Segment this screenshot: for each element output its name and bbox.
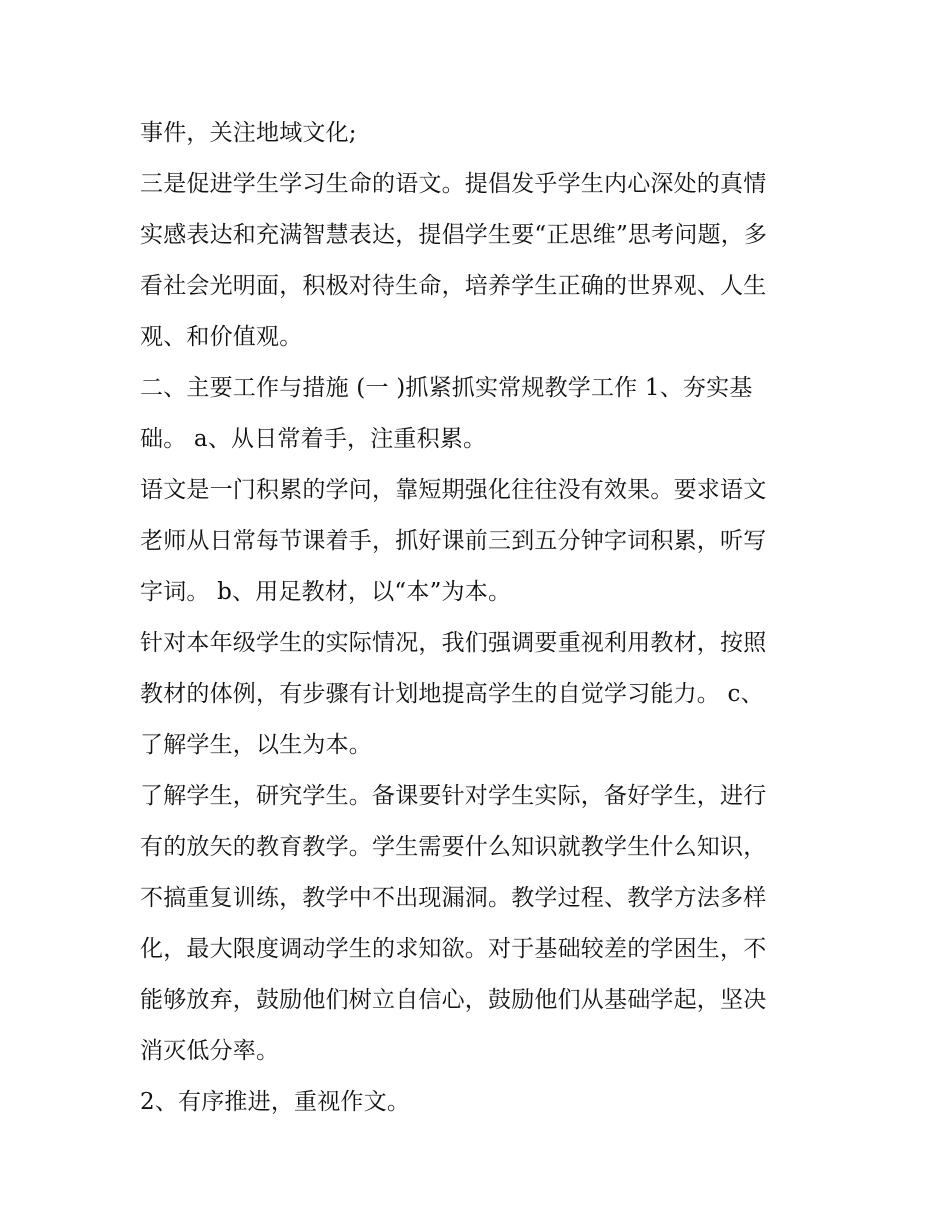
- text-line: 老师从日常每节课着手，抓好课前三到五分钟字词积累，听写: [140, 528, 767, 554]
- text-line: 2、有序推进，重视作文。: [140, 1089, 411, 1115]
- text-line: 教材的体例，有步骤有计划地提高学生的自觉学习能力。 c、: [140, 681, 764, 707]
- text-line: 消灭低分率。: [140, 1038, 280, 1064]
- text-line: 了解学生，以生为本。: [140, 732, 372, 758]
- text-line: 看社会光明面，积极对待生命，培养学生正确的世界观、人生: [140, 273, 767, 299]
- text-line: 了解学生，研究学生。备课要针对学生实际，备好学生，进行: [140, 783, 767, 809]
- document-body: [140, 108, 820, 1128]
- text-line: 二、主要工作与措施 (一 )抓紧抓实常规教学工作 1、夯实基: [140, 375, 753, 401]
- text-line: 三是促进学生学习生命的语文。提倡发乎学生内心深处的真情: [140, 171, 767, 197]
- text-line: 能够放弃，鼓励他们树立自信心，鼓励他们从基础学起，坚决: [140, 987, 767, 1013]
- text-line: 不搞重复训练，教学中不出现漏洞。教学过程、教学方法多样: [140, 885, 767, 911]
- text-line: 有的放矢的教育教学。学生需要什么知识就教学生什么知识，: [140, 834, 767, 860]
- text-line: 针对本年级学生的实际情况，我们强调要重视利用教材，按照: [140, 630, 767, 656]
- text-line: 字词。 b、用足教材，以“本”为本。: [140, 579, 512, 605]
- text-line: 实感表达和充满智慧表达，提倡学生要“正思维”思考问题，多: [140, 222, 768, 248]
- text-line: 事件，关注地域文化;: [140, 120, 357, 146]
- text-line: 观、和价值观。: [140, 324, 303, 350]
- text-line: 化，最大限度调动学生的求知欲。对于基础较差的学困生，不: [140, 936, 767, 962]
- text-line: 础。 a、从日常着手，注重积累。: [140, 426, 487, 452]
- text-line: 语文是一门积累的学问，靠短期强化往往没有效果。要求语文: [140, 477, 767, 503]
